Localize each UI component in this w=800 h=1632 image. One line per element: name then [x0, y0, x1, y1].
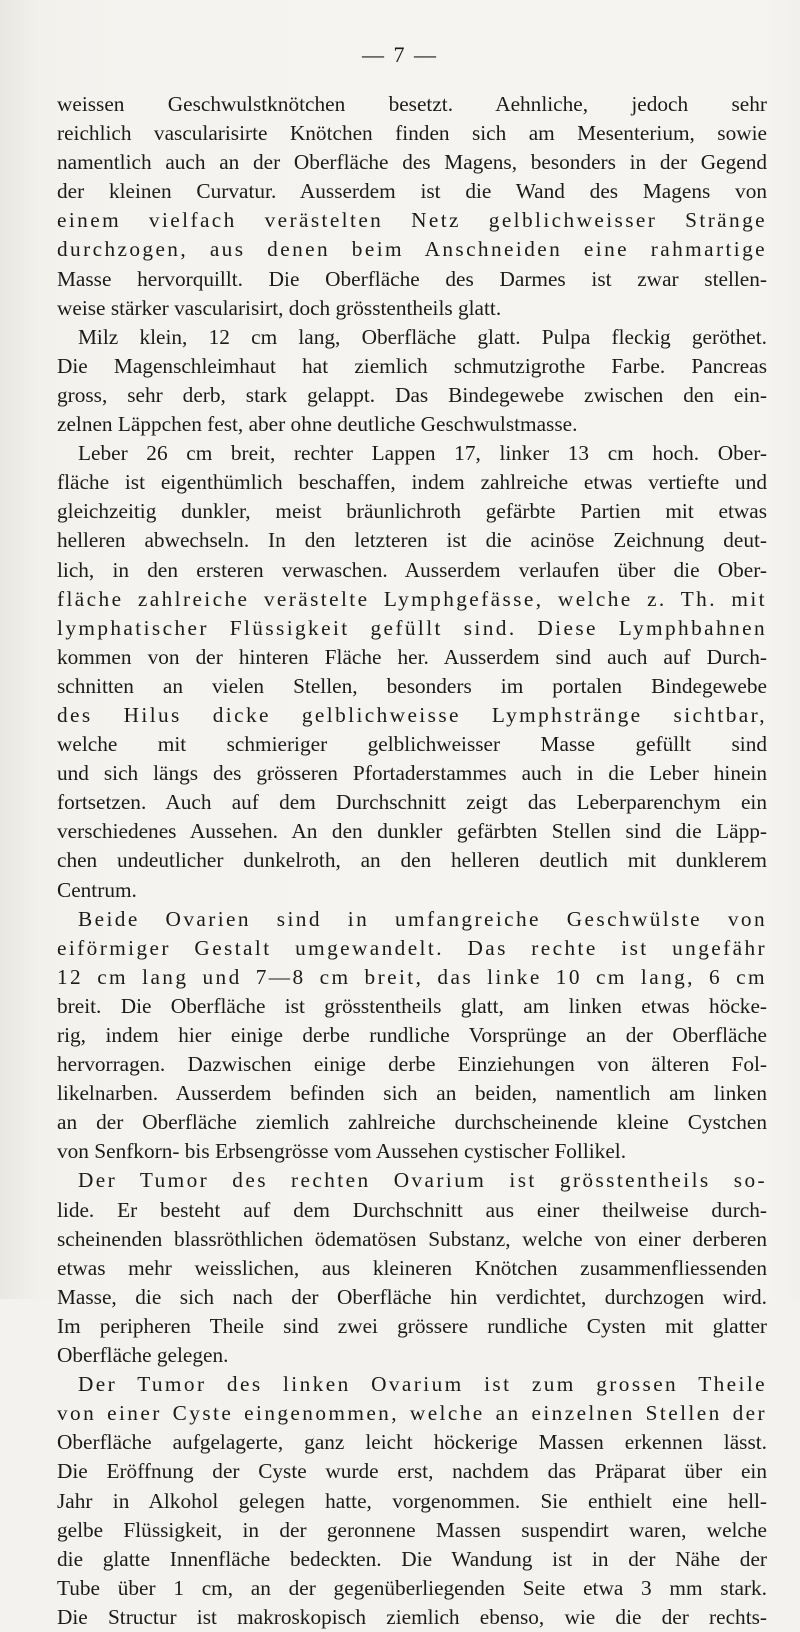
body-text [57, 90, 767, 1632]
text-line: an der Oberfläche ziemlich zahlreiche durchscheinende kleine Cystchen [57, 1110, 767, 1135]
text-line: lich, in den ersteren verwaschen. Ausserdem verlaufen über die Ober- [57, 557, 767, 582]
text-line: Leber 26 cm breit, rechter Lappen 17, linker 13 cm hoch. Ober- [78, 441, 767, 466]
text-line: hervorragen. Dazwischen einige derbe Einziehungen von älteren Fol- [57, 1052, 767, 1077]
text-line: Milz klein, 12 cm lang, Oberfläche glatt. Pulpa fleckig geröthet. [78, 324, 767, 349]
text-line: einem vielfach verästelten Netz gelblichweisser Stränge [57, 208, 767, 233]
text-line: Die Structur ist makroskopisch ziemlich ebenso, wie die der rechts- [57, 1604, 767, 1629]
text-line: Centrum. [57, 877, 137, 902]
text-line: fortsetzen. Auch auf dem Durchschnitt zeigt das Leberparenchym ein [57, 790, 767, 815]
page-number: — 7 — [362, 42, 438, 67]
text-line: schnitten an vielen Stellen, besonders im portalen Bindegewebe [57, 673, 767, 698]
paragraph [57, 439, 767, 905]
text-line: namentlich auch an der Oberfläche des Magens, besonders in der Gegend [57, 150, 767, 175]
text-line: lide. Er besteht auf dem Durchschnitt aus einer theilweise durch- [57, 1197, 767, 1222]
text-line: Oberfläche gelegen. [57, 1343, 229, 1368]
text-line: fläche zahlreiche verästelte Lymphgefässe, welche z. Th. mit [57, 586, 767, 611]
text-line: lymphatischer Flüssigkeit gefüllt sind. Diese Lymphbahnen [57, 615, 767, 640]
text-line: welche mit schmieriger gelblichweisser Masse gefüllt sind [57, 732, 767, 757]
text-line: zelnen Läppchen fest, aber ohne deutliche Geschwulstmasse. [57, 412, 578, 437]
text-line: Im peripheren Theile sind zwei grössere rundliche Cysten mit glatter [57, 1313, 767, 1338]
text-line: Die Eröffnung der Cyste wurde erst, nachdem das Präparat über ein [57, 1459, 767, 1484]
text-line: Masse hervorquillt. Die Oberfläche des Darmes ist zwar stellen- [57, 266, 767, 291]
text-line: Die Magenschleimhaut hat ziemlich schmutzigrothe Farbe. Pancreas [57, 353, 767, 378]
text-line: helleren abwechseln. In den letzteren ist die acinöse Zeichnung deut- [57, 528, 767, 553]
text-line: gelbe Flüssigkeit, in der geronnene Massen suspendirt waren, welche [57, 1517, 767, 1542]
text-line: gleichzeitig dunkler, meist bräunlichroth gefärbte Partien mit etwas [57, 499, 767, 524]
text-line: weissen Geschwulstknötchen besetzt. Aehnliche, jedoch sehr [57, 92, 767, 116]
text-line: Beide Ovarien sind in umfangreiche Geschwülste von [78, 906, 767, 931]
text-line: likelnarben. Ausserdem befinden sich an beiden, namentlich am linken [57, 1081, 767, 1106]
text-line: Oberfläche aufgelagerte, ganz leicht höckerige Massen erkennen lässt. [57, 1430, 767, 1455]
text-line: 12 cm lang und 7—8 cm breit, das linke 10 cm lang, 6 cm [57, 964, 767, 989]
text-line: von einer Cyste eingenommen, welche an einzelnen Stellen der [57, 1401, 767, 1426]
text-line: kommen von der hinteren Fläche her. Ausserdem sind auch auf Durch- [57, 644, 767, 669]
text-line: der kleinen Curvatur. Ausserdem ist die Wand des Magens von [57, 179, 767, 204]
text-line: scheinenden blassröthlichen ödematösen Substanz, welche von einer derberen [57, 1226, 767, 1251]
paragraph [57, 1370, 767, 1632]
text-line: chen undeutlicher dunkelroth, an den helleren deutlich mit dunklerem [57, 848, 767, 873]
text-line: rig, indem hier einige derbe rundliche Vorsprünge an der Oberfläche [57, 1023, 767, 1047]
paragraph [57, 323, 767, 439]
text-line: eiförmiger Gestalt umgewandelt. Das rechte ist ungefähr [57, 935, 767, 960]
text-line: die glatte Innenfläche bedeckten. Die Wandung ist in der Nähe der [57, 1546, 767, 1571]
text-line: weise stärker vascularisirt, doch grösstentheils glatt. [57, 295, 502, 320]
paragraph [57, 90, 767, 323]
text-line: etwas mehr weisslichen, aus kleineren Knötchen zusammenfliessenden [57, 1255, 767, 1280]
text-line: Masse, die sich nach der Oberfläche hin verdichtet, durchzogen wird. [57, 1284, 767, 1309]
text-line: durchzogen, aus denen beim Anschneiden eine rahmartige [57, 237, 767, 262]
text-line: von Senfkorn- bis Erbsengrösse vom Aussehen cystischer Follikel. [57, 1139, 627, 1164]
text-line: Der Tumor des rechten Ovarium ist grösstentheils so- [78, 1168, 767, 1193]
text-line: Jahr in Alkohol gelegen hatte, vorgenommen. Sie enthielt eine hell- [57, 1488, 767, 1513]
text-line: Tube über 1 cm, an der gegenüberliegenden Seite etwa 3 mm stark. [57, 1575, 767, 1600]
text-line: fläche ist eigenthümlich beschaffen, indem zahlreiche etwas vertiefte und [57, 470, 767, 495]
text-line: reichlich vascularisirte Knötchen finden sich am Mesenterium, sowie [57, 121, 767, 146]
text-line: und sich längs des grösseren Pfortaderstammes auch in die Leber hinein [57, 761, 767, 786]
paragraph [57, 905, 767, 1167]
text-line: verschiedenes Aussehen. An den dunkler gefärbten Stellen sind die Läpp- [57, 819, 767, 844]
text-line: des Hilus dicke gelblichweisse Lymphstränge sichtbar, [57, 702, 767, 727]
text-line: Der Tumor des linken Ovarium ist zum grossen Theile [78, 1372, 767, 1397]
paragraph [57, 1166, 767, 1370]
text-line: gross, sehr derb, stark gelappt. Das Bindegewebe zwischen den ein- [57, 382, 767, 407]
text-line: breit. Die Oberfläche ist grösstentheils glatt, am linken etwas höcke- [57, 993, 767, 1018]
